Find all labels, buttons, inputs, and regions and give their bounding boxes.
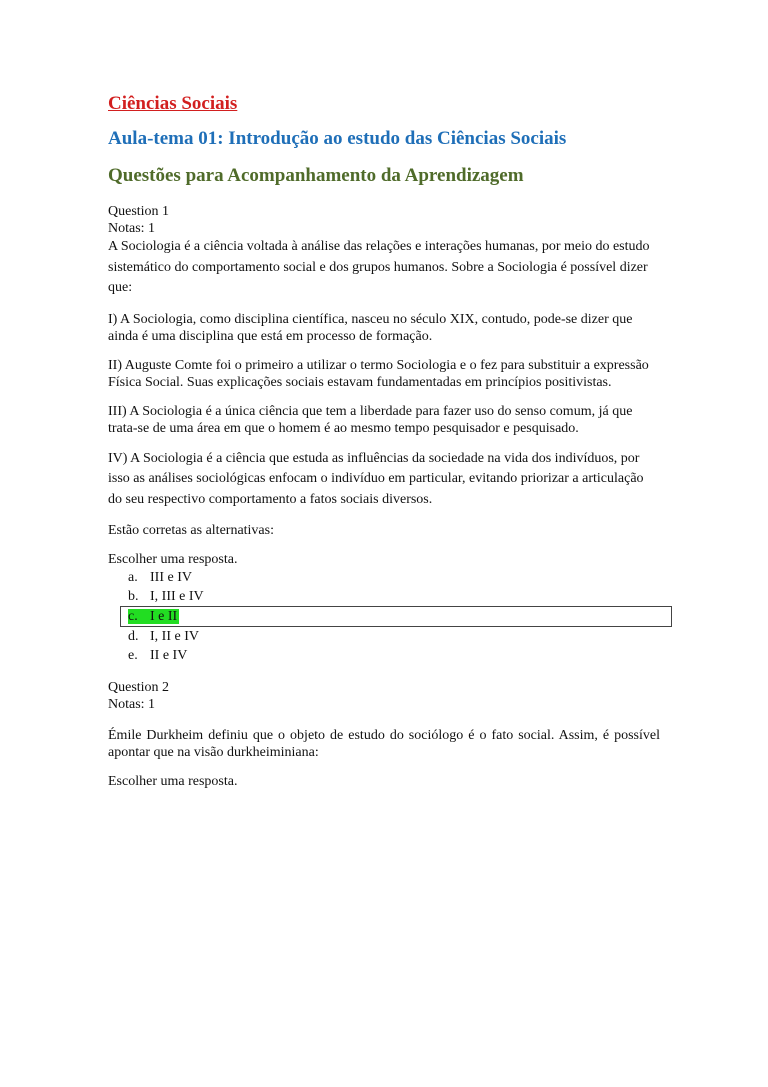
lesson-title: Aula-tema 01: Introdução ao estudo das Ciências Sociais: [108, 128, 567, 149]
answer-list: [108, 568, 660, 665]
answer-option-c-selected[interactable]: [120, 606, 672, 627]
option-letter: c.: [128, 609, 138, 624]
question-stem: A Sociologia é a ciência voltada à análise das relações e interações humanas, por meio do estudo sistemático do comportamento social e dos grupos humanos. Sobre a Sociologia é possível dizer que:: [108, 239, 650, 295]
answer-option-d[interactable]: [108, 627, 660, 646]
option-letter: a.: [128, 570, 138, 585]
question-label: Question 2: [108, 680, 170, 695]
statement-2: II) Auguste Comte foi o primeiro a utilizar o termo Sociologia e o fez para substituir a expressão Física Social. Suas explicações sociais estavam fundamentadas em princípios positivistas.: [108, 357, 649, 390]
question-grade: Notas: 1: [108, 221, 156, 236]
choose-answer-label: Escolher uma resposta.: [108, 774, 238, 789]
statement-1: I) A Sociologia, como disciplina científica, nasceu no século XIX, contudo, pode-se dizer que ainda é uma disciplina que está em processo de formação.: [108, 311, 633, 344]
selected-highlight: [128, 609, 179, 624]
option-text: I, II e IV: [150, 629, 199, 644]
section-title: Questões para Acompanhamento da Aprendizagem: [108, 165, 524, 186]
answer-option-e[interactable]: [108, 646, 660, 665]
option-text: I e II: [150, 609, 178, 624]
option-text: III e IV: [150, 570, 192, 585]
question-prompt: Estão corretas as alternativas:: [108, 523, 274, 538]
answer-option-b[interactable]: [108, 587, 660, 606]
question-grade: Notas: 1: [108, 697, 156, 712]
question-1: [108, 203, 660, 665]
answer-option-a[interactable]: [108, 568, 660, 587]
question-2: [108, 679, 660, 790]
question-stem: Émile Durkheim definiu que o objeto de estudo do sociólogo é o fato social. Assim, é possível apontar que na visão durkheiminiana:: [108, 728, 660, 760]
option-text: II e IV: [150, 648, 188, 663]
choose-answer-label: Escolher uma resposta.: [108, 552, 238, 567]
statement-4: IV) A Sociologia é a ciência que estuda as influências da sociedade na vida dos indivíduos, por isso as análises sociológicas enfocam o indivíduo em particular, evitando priorizar a articulação do seu respectivo comportamento a fatos sociais diversos.: [108, 450, 644, 507]
document-page: [108, 92, 660, 790]
statement-3: III) A Sociologia é a única ciência que tem a liberdade para fazer uso do senso comum, já que trata-se de uma área em que o homem é ao mesmo tempo pesquisador e pesquisado.: [108, 403, 633, 436]
course-title: Ciências Sociais: [108, 93, 238, 114]
option-text: I, III e IV: [150, 589, 204, 604]
option-letter: b.: [128, 589, 139, 604]
option-letter: d.: [128, 629, 139, 644]
question-label: Question 1: [108, 204, 170, 219]
option-letter: e.: [128, 648, 138, 663]
